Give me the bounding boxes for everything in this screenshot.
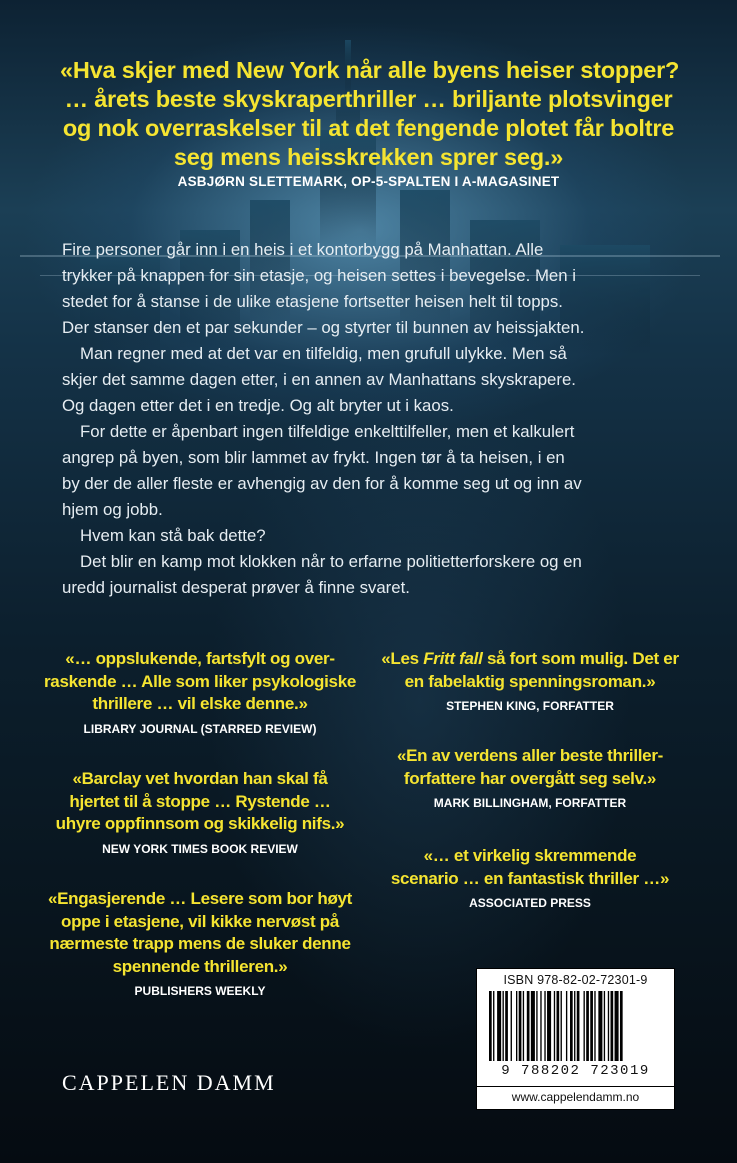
review-quote-line: «… et virkelig skremmende — [423, 846, 637, 865]
review-quote-prefix: «Les — [381, 649, 424, 668]
review-associated-press — [360, 845, 700, 911]
blurb-line: For dette er åpenbart ingen tilfeldige enkelttilfeller, men et kalkulert — [80, 422, 575, 441]
isbn-label: ISBN 978-82-02-72301-9 — [503, 973, 648, 987]
review-quote-line: thrillere … vil elske denne.» — [92, 694, 308, 713]
review-quote-line: spennende thrilleren.» — [112, 956, 288, 976]
blurb-line: Fire personer går inn i en heis i et kontorbygg på Manhattan. Alle — [62, 240, 544, 259]
barcode-image — [489, 991, 662, 1061]
review-quote-line: «Engasjerende … Lesere som bor høyt — [47, 889, 353, 908]
blurb-text — [62, 237, 692, 601]
review-attribution: MARK BILLINGHAM, FORFATTER — [433, 796, 627, 810]
blurb-line: angrep på byen, som blir lammet av frykt. Ingen tør å ta heisen, i en — [62, 448, 565, 467]
review-quote-line — [360, 648, 700, 671]
review-attribution: ASSOCIATED PRESS — [469, 896, 591, 910]
isbn-barcode-box — [476, 968, 675, 1110]
review-library-journal — [40, 648, 360, 737]
blurb-line: hjem og jobb. — [62, 500, 163, 519]
top-quote-line: og nok overraskelser til at det fengende plotet får boltre — [62, 115, 675, 141]
review-quote-line: «En av verdens aller beste thriller- — [396, 746, 664, 765]
review-quote-line: «Barclay vet hvordan han skal få — [72, 769, 328, 788]
top-quote-line: … årets beste skyskraperthriller … briljante plotsvinger — [64, 86, 673, 112]
review-quote-line: scenario … en fantastisk thriller …» — [390, 868, 670, 888]
publisher-url: www.cappelendamm.no — [477, 1086, 674, 1104]
blurb-line: uredd journalist desperat prøver å finne svaret. — [62, 578, 410, 597]
review-quote-line: «… oppslukende, fartsfylt og over- — [65, 649, 335, 668]
review-attribution: LIBRARY JOURNAL (STARRED REVIEW) — [83, 721, 317, 736]
blurb-line: Hvem kan stå bak dette? — [80, 526, 266, 545]
review-quote-line: en fabelaktig spenningsroman.» — [404, 671, 656, 691]
isbn-digits: 9 788202 723019 — [501, 1063, 650, 1079]
review-quote-rest: så fort som mulig. Det er — [482, 649, 679, 668]
blurb-line: Og dagen etter det i en tredje. Og alt bryter ut i kaos. — [62, 396, 454, 415]
review-quote-line: raskende … Alle som liker psykologiske — [43, 671, 357, 691]
review-nyt — [40, 768, 360, 857]
top-quote-line: «Hva skjer med New York når alle byens heiser stopper? — [60, 57, 680, 83]
review-attribution: NEW YORK TIMES BOOK REVIEW — [102, 841, 298, 856]
blurb-line: Det blir en kamp mot klokken når to erfarne politietterforskere og en — [80, 552, 582, 571]
review-quote-line: uhyre oppfinnsom og skikkelig nifs.» — [55, 814, 345, 833]
review-quote-line: nærmeste trapp mens de sluker denne — [49, 934, 351, 953]
publisher-logo: CAPPELEN DAMM — [62, 1070, 276, 1095]
review-quote-line: forfattere har overgått seg selv.» — [403, 768, 657, 788]
book-title: Fritt fall — [423, 649, 483, 668]
review-mark-billingham — [360, 745, 700, 811]
review-publishers-weekly — [40, 888, 360, 999]
blurb-line: skjer det samme dagen etter, i en annen av Manhattans skyskrapere. — [62, 370, 576, 389]
blurb-line: Man regner med at det var en tilfeldig, men grufull ulykke. Men så — [80, 344, 567, 363]
blurb-line: Der stanser den et par sekunder – og styrter til bunnen av heissjakten. — [62, 318, 585, 337]
review-quote-line: oppe i etasjene, vil kikke nervøst på — [60, 911, 340, 931]
review-stephen-king — [360, 648, 700, 714]
blurb-line: trykker på knappen for sin etasje, og heisen settes i bevegelse. Men i — [62, 266, 576, 285]
blurb-line: by der de aller fleste er avhengig av den for å komme seg ut og inn av — [62, 474, 582, 493]
top-quote-attribution: ASBJØRN SLETTEMARK, OP-5-SPALTEN I A-MAGASINET — [177, 174, 560, 189]
review-quote-line: hjertet til å stoppe … Rystende … — [69, 791, 331, 811]
review-attribution: STEPHEN KING, FORFATTER — [446, 699, 614, 713]
top-quote-line: seg mens heisskrekken sprer seg.» — [173, 144, 564, 170]
top-quote — [60, 56, 680, 172]
review-attribution: PUBLISHERS WEEKLY — [134, 984, 266, 998]
blurb-line: stedet for å stanse i de ulike etasjene fortsetter heisen helt til topps. — [62, 292, 563, 311]
